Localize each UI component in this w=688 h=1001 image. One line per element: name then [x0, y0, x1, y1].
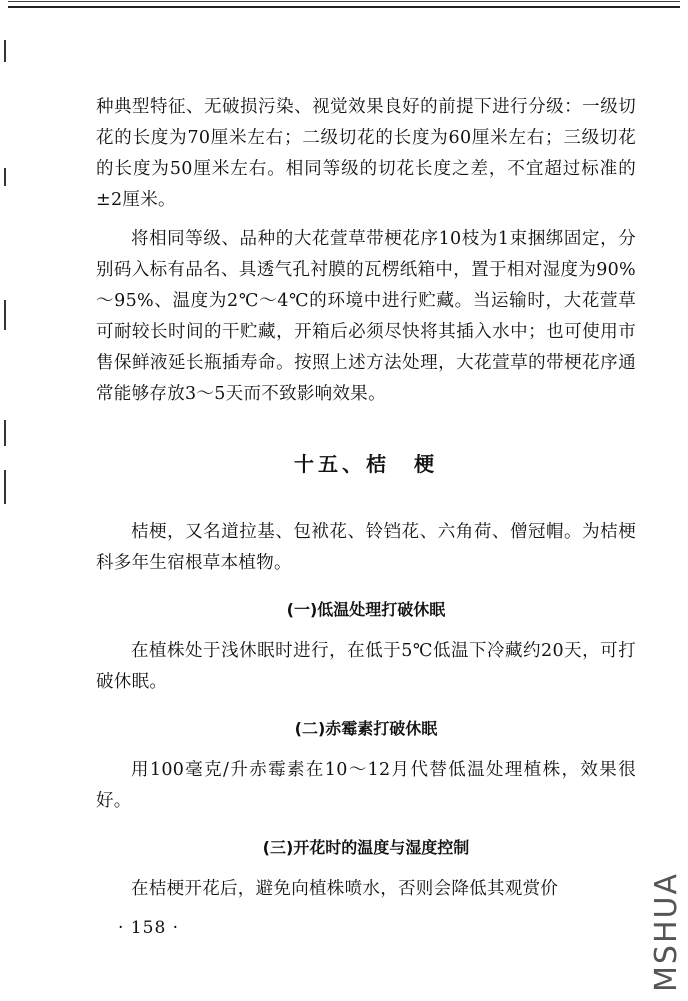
scan-edge-mark	[4, 420, 6, 446]
top-border	[8, 6, 680, 8]
page-body	[96, 92, 636, 905]
paragraph-grading: 种典型特征、无破损污染、视觉效果良好的前提下进行分级：一级切花的长度为70厘米左右；二级切花的长度为60厘米左右；三级切花的长度为50厘米左右。相同等级的切花长度之差，不宜超过标准的±2厘米。	[96, 97, 636, 210]
watermark: MSHUA	[649, 872, 684, 992]
paragraph-gibberellin: 用100毫克/升赤霉素在10～12月代替低温处理植株，效果很好。	[96, 760, 636, 811]
paragraph-intro: 桔梗，又名道拉基、包袱花、铃铛花、六角荷、僧冠帽。为桔梗科多年生宿根草本植物。	[96, 522, 636, 573]
subsection-title-gibberellin: (二)赤霉素打破休眠	[294, 719, 438, 738]
scan-edge-mark	[4, 470, 6, 504]
paragraph-flowering-control: 在桔梗开花后，避免向植株喷水，否则会降低其观赏价	[131, 879, 559, 899]
scan-edge-mark	[4, 40, 6, 62]
subsection-title-low-temperature: (一)低温处理打破休眠	[286, 600, 446, 619]
paragraph-low-temperature: 在植株处于浅休眠时进行，在低于5℃低温下冷藏约20天，可打破休眠。	[96, 641, 636, 692]
page-number: · 158 ·	[118, 918, 180, 938]
subsection-title-flowering-control: (三)开花时的温度与湿度控制	[262, 838, 470, 857]
scan-edge-mark	[4, 300, 6, 330]
section-title: 十五、桔 梗	[294, 452, 438, 476]
paragraph-storage: 将相同等级、品种的大花萱草带梗花序10枝为1束捆绑固定，分别码入标有品名、具透气孔衬膜的瓦楞纸箱中，置于相对湿度为90%～95%、温度为2℃～4℃的环境中进行贮藏。当运输时，大花萱草可耐较长时间的干贮藏，开箱后必须尽快将其插入水中；也可使用市售保鲜液延长瓶插寿命。按照上述方法处理，大花萱草的带梗花序通常能够存放3～5天而不致影响效果。	[96, 229, 636, 404]
top-border-thin	[8, 1, 680, 2]
scan-edge-mark	[4, 168, 6, 186]
